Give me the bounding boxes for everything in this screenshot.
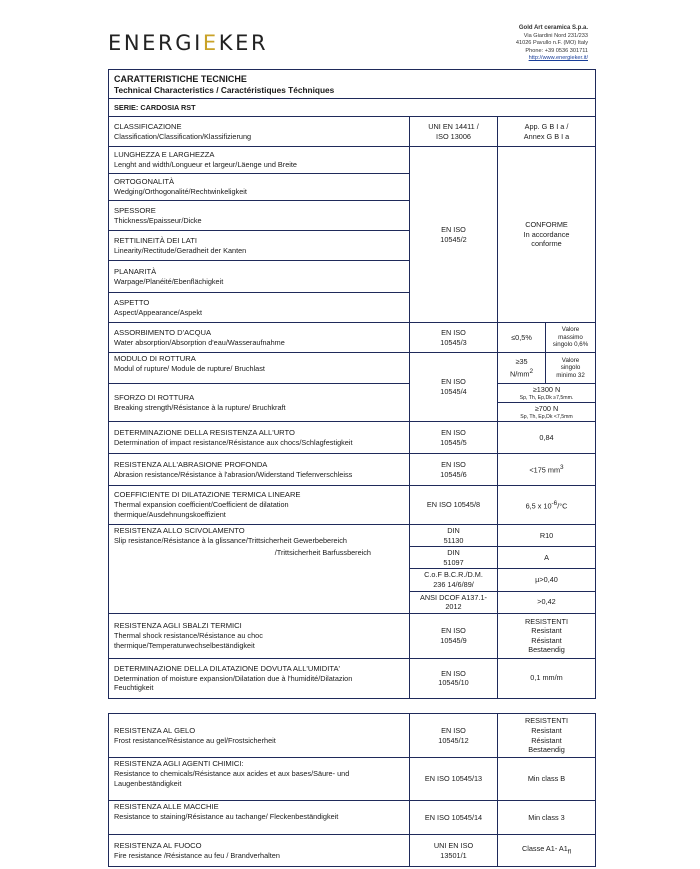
table-cell: µ>0,40 (498, 569, 596, 591)
cell-text: RETTILINEITÀ DEI LATI (114, 235, 197, 245)
table-row (109, 486, 596, 525)
cell-text: <175 mm (529, 465, 561, 475)
cell-text: MODULO DI ROTTURA (114, 354, 196, 363)
cell-text: RESISTENZA AGLI SBALZI TERMICI (114, 621, 242, 631)
logo-accent-letter: E (202, 31, 219, 55)
table-cell (109, 486, 410, 525)
table-row (109, 835, 596, 867)
cell-text: Thickness/Epaisseur/Dicke (114, 215, 202, 225)
cell-text: ISO 13006 (436, 131, 471, 141)
table-cell (498, 117, 596, 147)
table-row (109, 758, 596, 801)
table-cell (410, 454, 498, 486)
cell-text: EN ISO (441, 668, 466, 678)
table-cell (498, 403, 596, 422)
table-cell (109, 422, 410, 454)
table-cell: Min class B (498, 758, 596, 801)
table-cell (410, 525, 498, 547)
table-cell: 0,84 (498, 422, 596, 454)
cell-text: /°C (557, 501, 568, 511)
cell-text: 10545/12 (438, 735, 469, 745)
table-cell (498, 486, 596, 525)
cell-text: Valore (561, 356, 580, 364)
cell-text: Modul of rupture/ Module de rupture/ Bruchlast (114, 364, 265, 373)
cell-text: Sp, Th, Ep,Dk ≥7,5mm. (519, 394, 574, 401)
table-cell (410, 147, 498, 323)
table-cell (109, 201, 410, 231)
table-title: CARATTERISTICHE TECNICHE (114, 73, 247, 84)
cell-text: RESISTENZA AL FUOCO (114, 840, 202, 850)
table-row (109, 525, 596, 547)
cell-text: UNI EN ISO (433, 840, 474, 850)
cell-text: RESISTENZA ALLE MACCHIE (114, 802, 219, 811)
cell-text: N/mm (509, 369, 530, 379)
cell-text: EN ISO (441, 459, 466, 469)
cell-text (500, 367, 543, 379)
cell-text: Fire resistance /Résistance au feu / Brandverhalten (114, 850, 280, 860)
cell-text: Thermal shock resistance/Résistance au choc (114, 631, 263, 641)
table-row (109, 613, 596, 658)
table-cell (109, 147, 410, 174)
table-cell (498, 147, 596, 323)
cell-text: singolo 0,6% (552, 341, 589, 349)
table-cell (498, 384, 596, 403)
table-cell: 0,1 mm/m (498, 658, 596, 698)
table-cell (109, 293, 410, 323)
cell-text: CLASSIFICAZIONE (114, 121, 182, 131)
cell-text: Water absorption/Absorption d'eau/Wasseraufnahme (114, 337, 285, 347)
cell-text: UNI EN 14411 / (428, 121, 479, 131)
cell-text: 10545/9 (440, 635, 467, 645)
table-cell (109, 835, 410, 867)
cell-text: Lenght and width/Longueur et largeur/Läenge und Breite (114, 160, 297, 170)
table-row (109, 714, 596, 758)
cell-text: Thermal expansion coefficient/Coefficient de dilatation (114, 500, 289, 510)
company-address-2: 41026 Pavullo n.F. (MO) Italy (515, 40, 588, 47)
cell-text: Frost resistance/Résistance au gel/Frostsicherheit (114, 735, 276, 745)
cell-text: ANSI DCOF A137.1- (420, 592, 487, 602)
cell-text: ASSORBIMENTO D'ACQUA (114, 327, 212, 337)
cell-text: EN ISO (441, 626, 466, 636)
table-row (109, 591, 596, 613)
table-cell (498, 353, 546, 384)
table-row (109, 547, 596, 569)
table-cell (498, 454, 596, 486)
cell-text: Résistant (531, 635, 562, 645)
cell-text: DIN (447, 526, 460, 535)
company-address-1: Via Giardini Nord 231/233 (523, 32, 588, 39)
serie-label: SERIE: CARDOSIA RST (109, 99, 596, 117)
cell-text: singolo (560, 364, 581, 372)
table-row (109, 801, 596, 835)
table-cell: EN ISO 10545/14 (410, 801, 498, 835)
cell-text: minimo 32 (556, 371, 585, 379)
table-row (109, 658, 596, 698)
table-subtitle: Technical Characteristics / Caractéristiques Téchniques (114, 84, 335, 95)
table-cell (410, 714, 498, 758)
table-cell (109, 525, 410, 547)
cell-text: Wedging/Orthogonalité/Rechtwinkeligkeit (114, 187, 247, 197)
technical-table-2 (108, 713, 596, 867)
cell-text: SFORZO DI ROTTURA (114, 392, 195, 402)
table-row (109, 422, 596, 454)
cell-text: ORTOGONALITÀ (114, 177, 175, 187)
cell-text: Slip resistance/Résistance à la glissance/Trittsicherheit Gewerbebereich (114, 536, 347, 545)
cell-text: ≥35 (515, 357, 528, 367)
cell-text: 6,5 x 10 (525, 501, 552, 511)
technical-table (108, 69, 596, 699)
table-cell (109, 801, 410, 835)
cell-text: EN ISO (441, 224, 466, 234)
cell-text: Classification/Classification/Klassifizierung (114, 131, 252, 141)
table-cell (498, 714, 596, 758)
table-cell (109, 454, 410, 486)
cell-text: Determination of impact resistance/Résistance aux chocs/Schlagfestigkeit (114, 437, 353, 447)
table-row (109, 323, 596, 353)
table-cell (410, 422, 498, 454)
cell-text: Sp, Th, Ep,Dk <7,5mm (520, 413, 573, 420)
table-cell (109, 591, 410, 613)
table-row (109, 353, 596, 384)
table-cell: EN ISO 10545/13 (410, 758, 498, 801)
cell-text: Laugenbeständigkeit (114, 778, 182, 788)
cell-text: 2 (529, 367, 534, 375)
cell-text: thermique/Temperaturwechselbeständigkeit (114, 640, 255, 650)
cell-text: RESISTENZA AGLI AGENTI CHIMICI: (114, 759, 244, 768)
table-cell (109, 758, 410, 801)
cell-text: Classe A1- A1 (521, 843, 568, 853)
cell-text: RESISTENZA ALLO SCIVOLAMENTO (114, 526, 245, 535)
table-cell (109, 117, 410, 147)
cell-text: In accordance (523, 229, 570, 239)
cell-text: RESISTENTI (525, 616, 568, 626)
table-title-row (109, 70, 596, 99)
cell-text: PLANARITÀ (114, 266, 157, 276)
cell-text: 10545/3 (440, 337, 467, 347)
cell-text: ENERGI (108, 31, 203, 55)
cell-text: fl (567, 848, 572, 856)
cell-text: Resistance to chemicals/Résistance aux acides et aux bases/Säure- und (114, 769, 350, 778)
cell-text: Resistance to staining/Résistance au tachange/ Fleckenbeständigkeit (114, 812, 339, 821)
cell-text: thermique/Ausdehnungskoeffizient (114, 510, 226, 519)
cell-text: ASPETTO (114, 297, 150, 307)
table-cell (109, 658, 410, 698)
cell-text: ≥1300 N (532, 385, 561, 394)
cell-text: 2012 (445, 602, 462, 612)
cell-text: SPESSORE (114, 205, 156, 215)
cell-text: Resistant (531, 725, 562, 735)
cell-text: Valore (561, 326, 580, 334)
cell-text: massimo (558, 333, 583, 341)
table-cell (109, 323, 410, 353)
company-phone: Phone: +39 0536 301711 (525, 47, 588, 54)
cell-text: CONFORME (525, 220, 568, 230)
cell-text: RESISTENTI (525, 716, 568, 726)
cell-text: RESISTENZA AL GELO (114, 725, 196, 735)
table-row (109, 569, 596, 591)
table-cell (109, 714, 410, 758)
company-website-link[interactable]: http://www.energieker.it/ (528, 55, 588, 62)
table-cell: Min class 3 (498, 801, 596, 835)
cell-text: Annex G B I a (523, 131, 570, 141)
cell-text: App. G B I a / (524, 121, 569, 131)
table-cell: A (498, 547, 596, 569)
cell-text: Linearity/Rectitude/Geradheit der Kanten (114, 245, 247, 255)
cell-text: 13501/1 (440, 850, 467, 860)
table-cell (410, 117, 498, 147)
table-cell (410, 613, 498, 658)
serie-row (109, 99, 596, 117)
cell-text: 51097 (443, 557, 464, 567)
table-cell (410, 547, 498, 569)
cell-text: Feuchtigkeit (114, 683, 154, 693)
cell-text: LUNGHEZZA E LARGHEZZA (114, 150, 215, 160)
cell-text: KER (218, 31, 269, 55)
table-row (109, 147, 596, 174)
cell-text: Resistant (531, 626, 562, 636)
table-row (109, 384, 596, 403)
cell-text: DIN (447, 548, 460, 558)
table-cell (410, 658, 498, 698)
cell-text: 3 (560, 464, 564, 472)
brand-logo (108, 31, 268, 55)
cell-text: Aspect/Appearance/Aspekt (114, 307, 203, 317)
company-info (516, 25, 588, 63)
cell-text: conforme (531, 239, 562, 249)
table-cell (109, 70, 596, 99)
cell-text: COEFFICIENTE DI DILATAZIONE TERMICA LINEARE (114, 490, 301, 500)
table-cell (498, 835, 596, 867)
cell-text: EN ISO (441, 377, 466, 387)
table-cell (410, 569, 498, 591)
cell-text: Warpage/Planéité/Ebenflächigkeit (114, 276, 224, 286)
table-cell: /Trittsicherheit Barfussbereich (109, 547, 410, 569)
table-cell (109, 353, 410, 384)
cell-text: -6 (551, 499, 558, 507)
cell-text: 236 14/6/89/ (433, 579, 474, 589)
table-cell: >0,42 (498, 591, 596, 613)
table-cell: EN ISO 10545/8 (410, 486, 498, 525)
table-cell: ≤0,5% (498, 323, 546, 353)
cell-text: Determination of moisture expansion/Dilatation due à l'humidité/Dilatazion (114, 673, 353, 683)
cell-text: Abrasion resistance/Résistance à l'abrasion/Widerstand Tiefenverschleiss (114, 469, 353, 479)
cell-text: Résistant (531, 735, 562, 745)
table-cell (109, 231, 410, 261)
table-cell: R10 (498, 525, 596, 547)
cell-text: DETERMINAZIONE DELLA DILATAZIONE DOVUTA ALL'UMIDITA' (114, 663, 340, 673)
cell-text: ≥700 N (534, 404, 559, 413)
cell-text: 51130 (443, 535, 464, 545)
cell-text: Bestaendig (528, 745, 565, 755)
cell-text: EN ISO (441, 327, 466, 337)
table-cell (109, 569, 410, 591)
cell-text: 10545/2 (440, 234, 467, 244)
cell-text: Breaking strength/Résistance à la rupture/ Bruchkraft (114, 402, 286, 412)
table-cell (410, 323, 498, 353)
cell-text: EN ISO (441, 725, 466, 735)
table-cell (546, 323, 596, 353)
cell-text: C.o.F B.C.R./D.M. (424, 570, 483, 580)
table-cell (410, 353, 498, 422)
table-row (109, 117, 596, 147)
table-cell (109, 174, 410, 201)
table-cell (410, 591, 498, 613)
cell-text: 10545/6 (440, 469, 467, 479)
cell-text: 10545/4 (440, 387, 467, 396)
table-cell (498, 613, 596, 658)
cell-text: 10545/10 (438, 678, 469, 688)
table-cell (109, 261, 410, 293)
cell-text: DETERMINAZIONE DELLA RESISTENZA ALL'URTO (114, 427, 295, 437)
table-cell (546, 353, 596, 384)
table-cell (109, 613, 410, 658)
cell-text: 10545/5 (440, 437, 467, 447)
cell-text: Bestaendig (528, 645, 565, 655)
table-row (109, 454, 596, 486)
cell-text: EN ISO (441, 427, 466, 437)
cell-text: RESISTENZA ALL'ABRASIONE PROFONDA (114, 459, 268, 469)
table-cell (410, 835, 498, 867)
table-cell (109, 384, 410, 422)
company-name: Gold Art ceramica S.p.a. (518, 25, 588, 31)
